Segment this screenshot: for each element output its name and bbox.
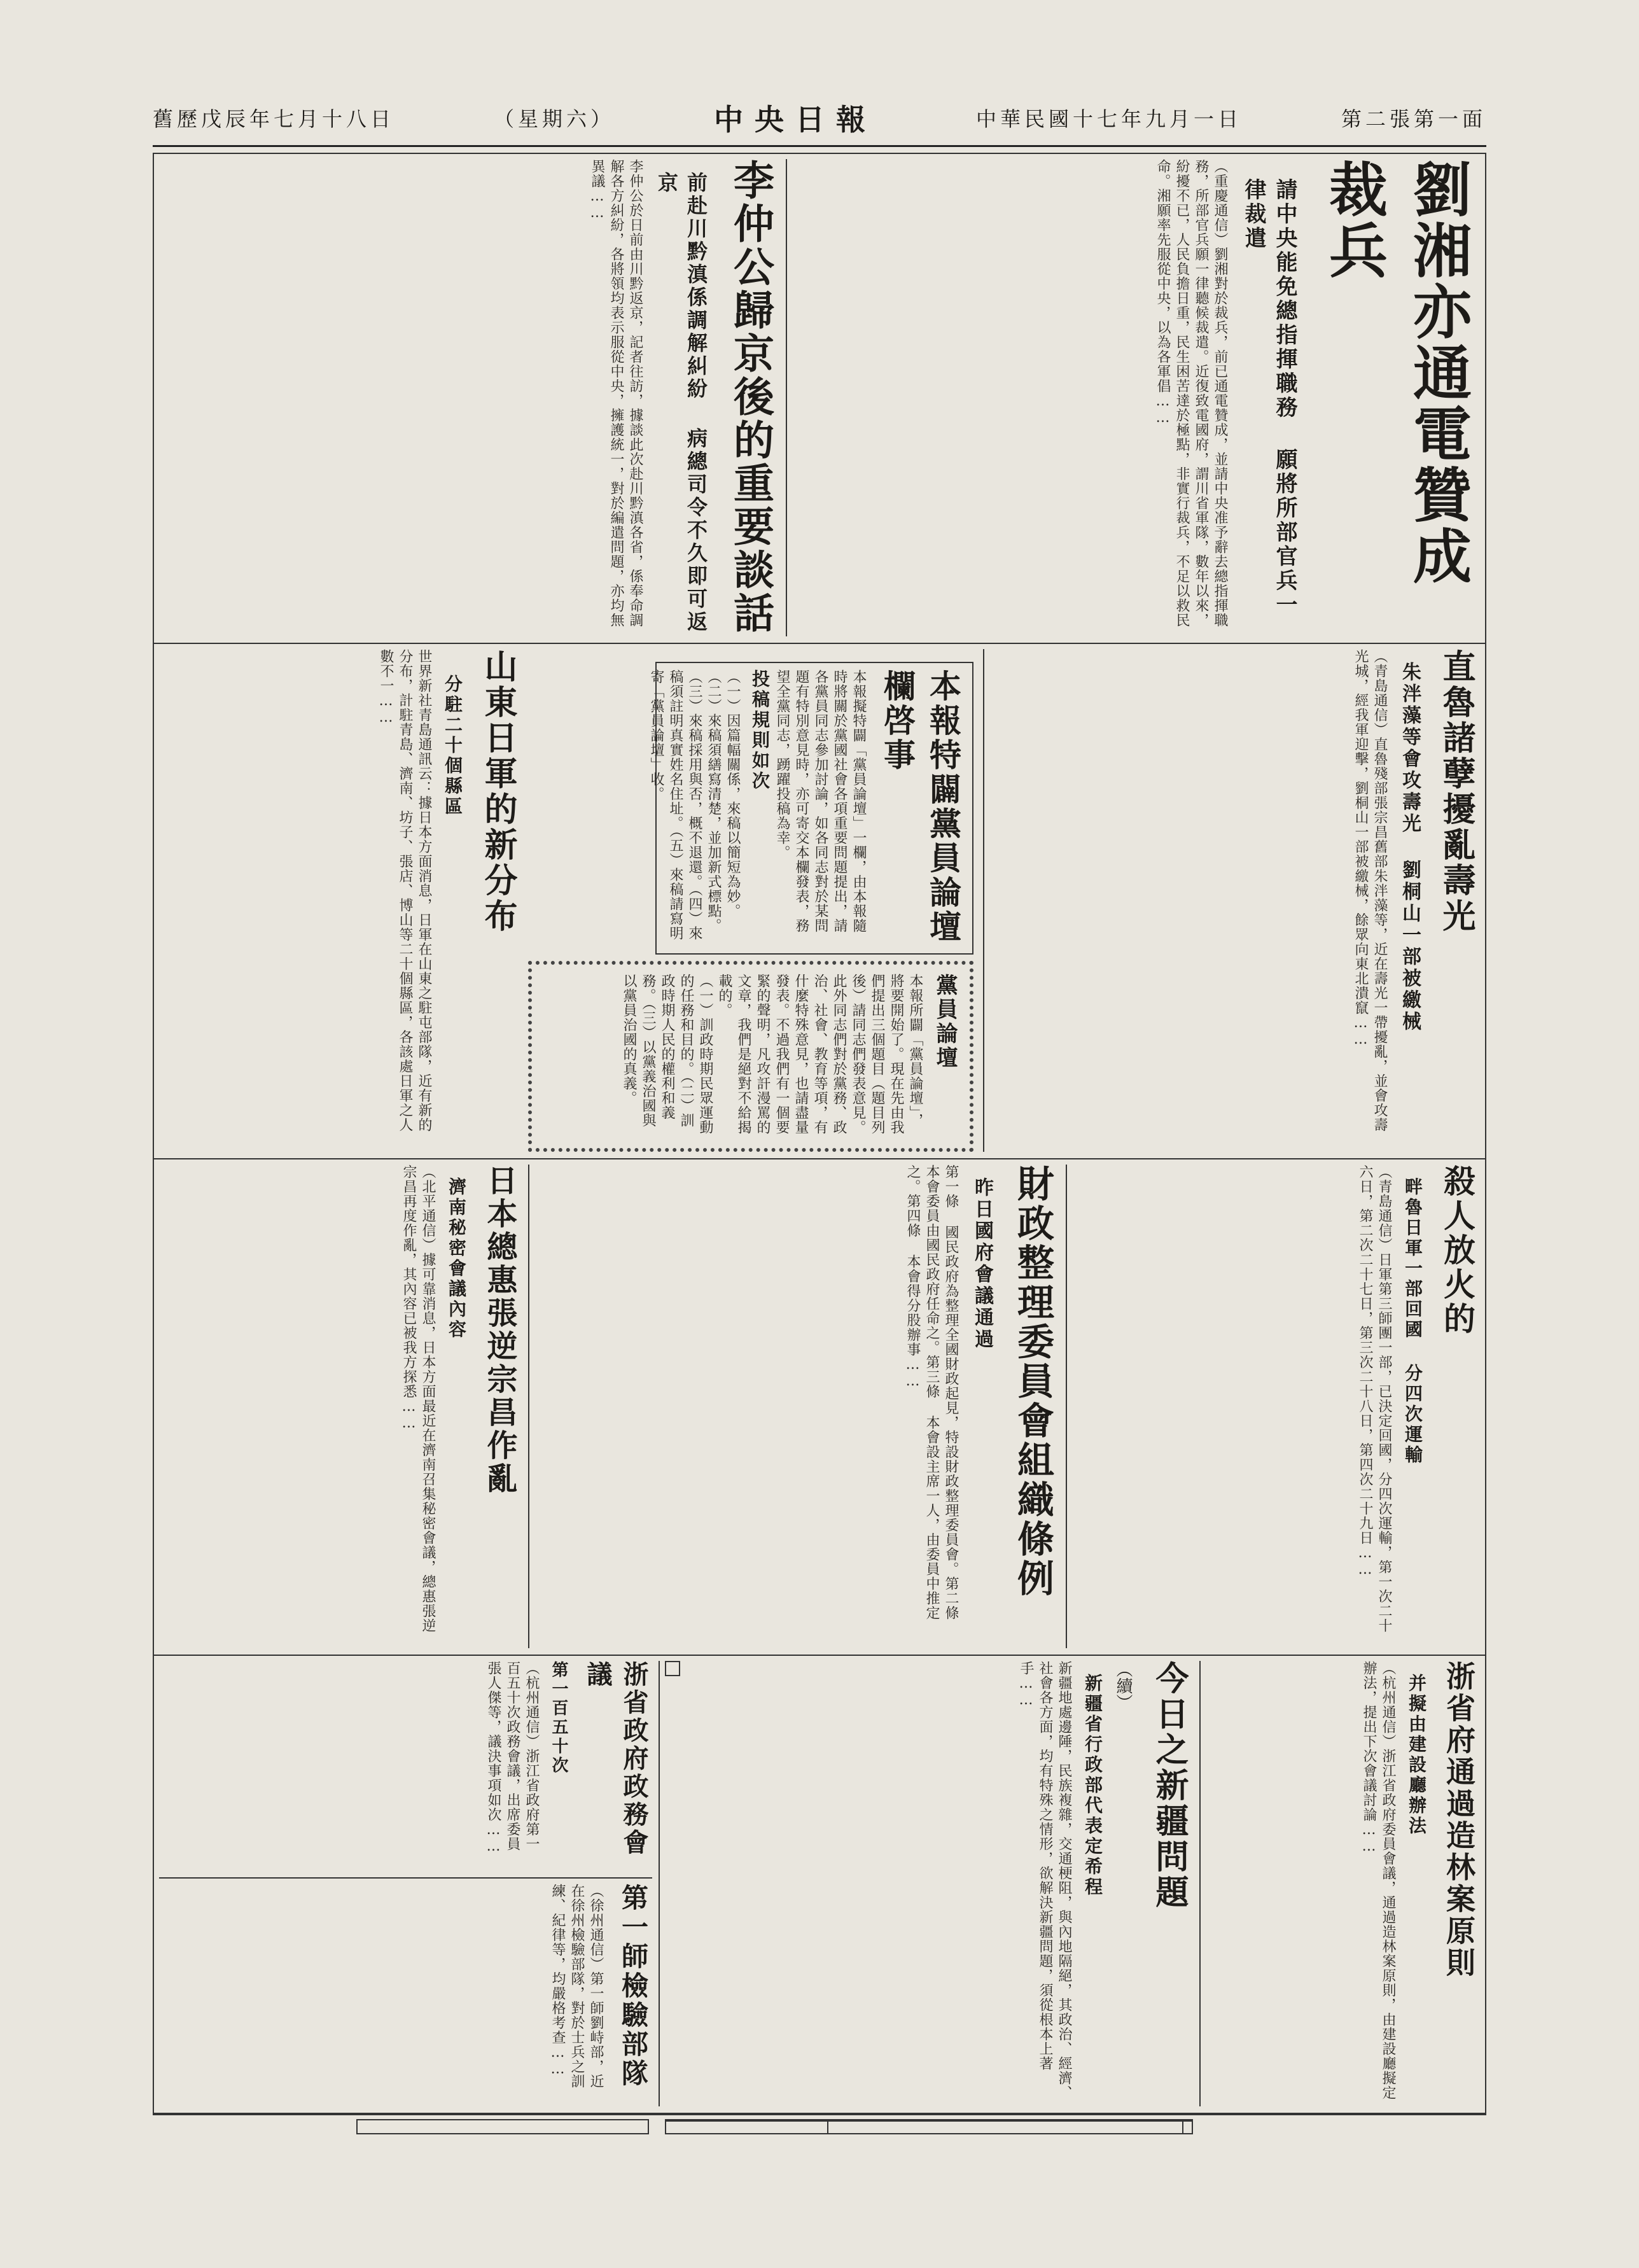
column-divider [528,1165,529,1648]
row-divider [153,1158,1486,1159]
forum-box [528,961,973,1152]
notice-qizi [648,662,973,955]
notice-body: 本報擬特闢「黨員論壇」一欄，由本報隨時將關於黨國社會各項重要問題提出，請各黨員同志參加討論，如各同志對於某問題有特別意見時，亦可寄交本欄發表，務望全黨同志，踴躍投稿為幸。 [774,669,867,933]
article-body: （重慶通信）劉湘對於裁兵，前已通電贊成，並請中央准予辭去總指揮職務，所部官兵願一律聽候裁遣。近復致電國府，謂川省軍隊，數年以來，紛擾不已，人民負擔日重，民生困苦達於極點，非實行裁兵，不足以救民命。湘願率先服從中央，以為各軍倡…… [1155,159,1228,627]
paper-name: 中央日報 [714,102,877,137]
article-army [159,1884,652,2106]
headline: 今日之新疆問題 [1150,1661,1189,1910]
rules-body: （一）因篇幅關係，來稿以簡短為妙。（二）來稿須繕寫清楚，並加新式標點。（三）來稿採用與否，概不退還。（四）來稿須註明真實姓名住址。（五）來稿請寫明寄「黨員論壇」收。 [648,669,741,941]
rules-title: 投稿規則如次 [750,669,771,792]
subheadline: 昨日國府會議通過 [971,1177,993,1350]
subheadline: 并擬由建設廳辦法 [1406,1674,1427,1837]
article-body: （杭州通信）浙江省政府第一百五十次政務會議，出席委員張人傑等，議決事項如次…… [485,1661,540,1855]
article-xinjiang [665,1661,1193,2106]
weekday: （星期六） [494,107,615,131]
column-divider [983,649,984,1152]
headline: 直魯諸孽擾亂壽光 [1437,649,1475,934]
subheadline: 朱泮藻等會攻壽光 劉桐山一部被繳械 [1398,662,1421,1033]
article-body: 第一條 國民政府為整理全國財政起見，特設財政整理委員會。第二條 本會委員由國民政府任命之。第三條 本會設主席一人，由委員中推定之。第四條 本會得分股辦事…… [905,1165,959,1620]
article-body: （徐州通信）第一師劉峙部，近在徐州檢驗部隊，對於士兵之訓練、紀律等，均嚴格考查…… [550,1884,604,2089]
row-divider [153,1655,1486,1656]
article-body: 新疆地處邊陲，民族複雜，交通梗阻，與內地隔絕，其政治、經濟、社會各方面，均有特殊之情形，欲解決新疆問題，須從根本上著手…… [1018,1661,1072,2100]
subheadline: 第一百五十次 [549,1661,568,1775]
forum-title: 黨員論壇 [932,974,958,1070]
headline: 山東日軍的新分布 [478,649,517,934]
article-fire [1073,1165,1480,1648]
masthead-rule [153,145,1486,147]
article-li [159,159,779,636]
row-divider [153,2113,1486,2114]
article-body: （北平通信）據可靠消息，日本方面最近在濟南召集秘密會議，總惠張逆宗昌再度作亂，其內容已被我方探悉…… [401,1165,436,1633]
spacer [356,2119,649,2134]
date-lunar: 舊歷戊辰年七月十八日 [153,107,395,131]
continued-note: （續） [1113,1661,1133,1711]
headline: 浙省府通過造林案原則 [1442,1661,1476,1979]
page-label: 第二張第一面 [1341,107,1486,131]
headline: 浙省政府政務會議 [583,1661,649,1857]
headline: 第一師檢驗部隊 [618,1884,649,2089]
headline: 李仲公歸京後的重要談話 [727,159,774,635]
subheadline: 畔魯日軍一部回國 分四次運輸 [1402,1177,1423,1466]
article-body: （青島通信）日軍第三師團一部，已決定回國，分四次運輸，第一次二十六日，第二次二十七日，第三次二十八日，第四次二十九日…… [1357,1165,1392,1633]
spacer [665,2119,1193,2134]
column-divider [786,159,787,636]
row-divider [153,643,1486,644]
column-divider [1066,1165,1067,1648]
forum-topics: （一）訓政時期民眾運動的任務和目的。（二）訓政時期人民的權利和義務。（三）以黨義治國與以黨員治國的真義。 [621,974,713,1135]
article-zhilu [990,649,1480,1152]
article-riben [159,1165,522,1648]
column-divider [1199,1661,1201,2106]
subheadline: 新疆省行政部代表定希程 [1082,1674,1103,1898]
headline: 日本總惠張逆宗昌作亂 [482,1165,517,1495]
headline: 財政整理委員會組織條例 [1011,1165,1054,1599]
article-body: 李仲公於日前由川黔返京，記者往訪，據談此次赴川黔滇各省，係奉命調解各方糾紛，各將領均表示服從中央，擁護統一，對於編遣問題，亦均無異議…… [589,159,643,627]
article-shandong [159,649,522,1152]
date-roc: 中華民國十七年九月一日 [975,107,1242,131]
subheadline: 分駐二十個縣區 [442,675,463,817]
article-zhejiang [1206,1661,1480,2106]
headline: 本報特闢黨員論壇欄啓事 [879,669,962,944]
article-zheshou [159,1661,652,1871]
subheadline: 前赴川黔滇係調解糾紛 病總司令不久即可返京 [655,172,708,634]
row-divider [159,1877,652,1879]
article-body: （青島通信）直魯殘部張宗昌舊部朱泮藻等，近在壽光一帶擾亂，並會攻壽光城，經我軍迎擊，劉桐山一部被繳械，餘眾向東北潰竄…… [1353,649,1388,1132]
subheadline: 濟南秘密會議內容 [446,1177,467,1340]
headline: 劉湘亦通電贊成裁兵 [1320,159,1472,587]
masthead [153,95,1486,140]
article-body: 世界新社青島通訊云：據日本方面消息，日軍在山東之駐屯部隊，近有新的分布，計駐青島、濟南、坊子、張店、博山等二十個縣區，各該處日軍之人數不一…… [378,649,432,1132]
headline: 殺人放火的 [1439,1165,1476,1336]
article-finance [534,1165,1059,1648]
forum-body: 本報所闢「黨員論壇」，將要開始了。現在先由我們提出三個題目（題目列後）請同志們發表意見。此外同志們對於黨務、政治、社會、教育等項，有什麼特殊意見，也請盡量發表。不過我們有一個要緊的聲明，凡攻訐漫罵的文章，我們是絕對不給揭載的。 [716,974,923,1135]
column-divider [659,1661,660,2106]
spacer [665,1661,680,1676]
subheadline: 請中央能免總指揮職務 願將所部官兵一律裁遣 [1241,178,1297,617]
article-liu [793,159,1480,636]
article-body: （杭州通信）浙江省政府委員會議，通過造林案原則，由建設廳擬定辦法，提出下次會議討論…… [1361,1661,1396,2100]
